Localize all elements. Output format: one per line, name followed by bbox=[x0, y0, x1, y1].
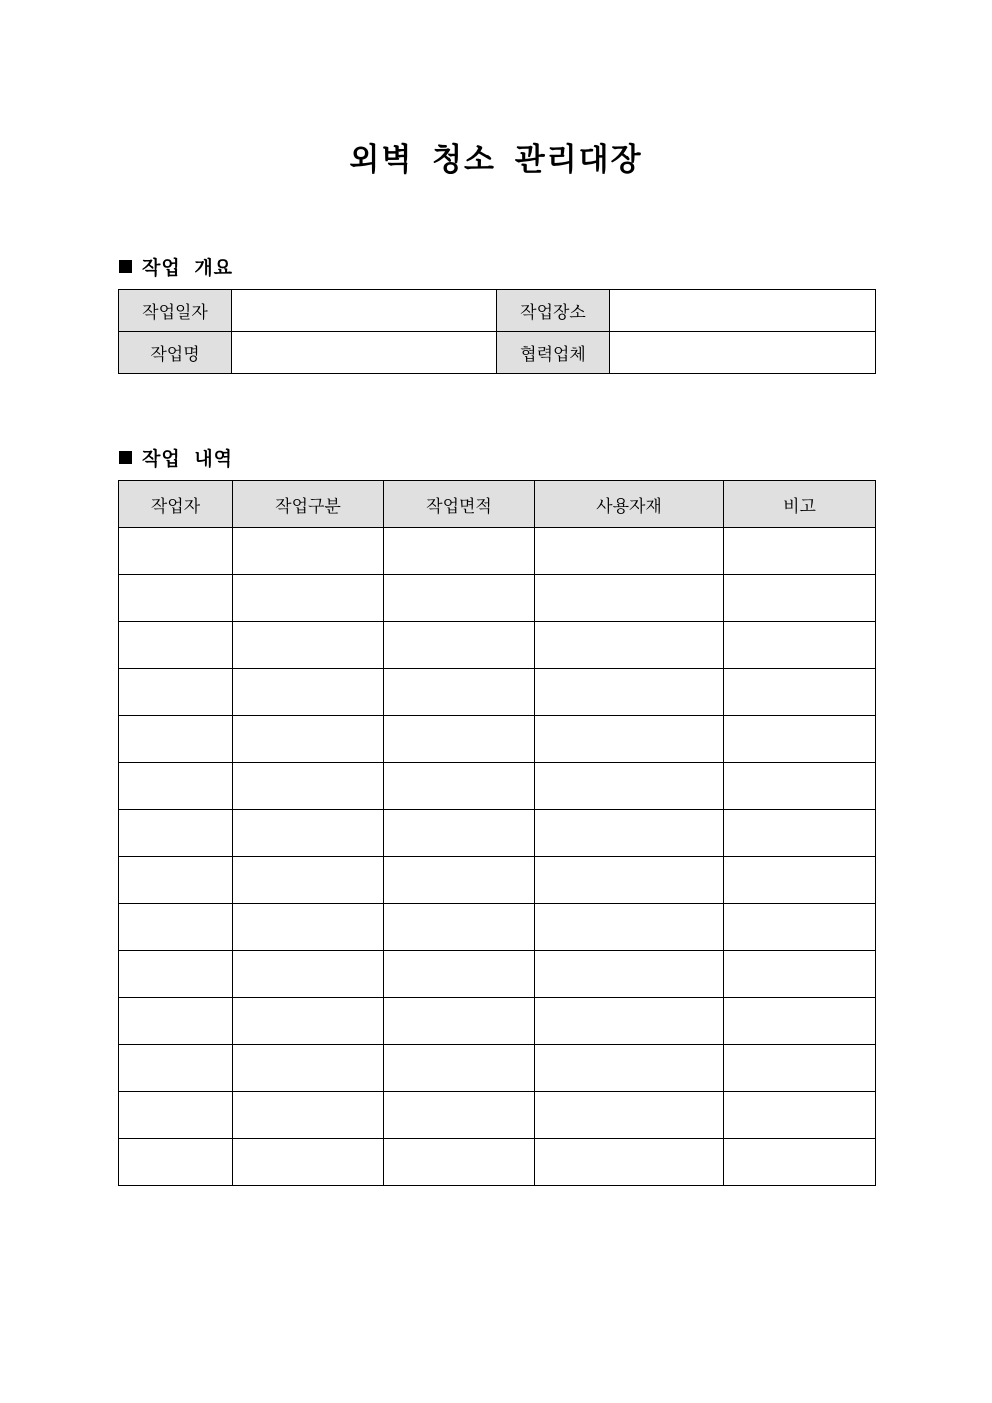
work-location-field[interactable] bbox=[610, 290, 876, 332]
work-type-cell[interactable] bbox=[233, 1139, 384, 1186]
records-table bbox=[118, 480, 876, 1186]
table-row bbox=[119, 857, 876, 904]
square-bullet-icon bbox=[119, 451, 132, 464]
materials-cell[interactable] bbox=[535, 575, 724, 622]
square-bullet-icon bbox=[119, 260, 132, 273]
work-area-cell[interactable] bbox=[384, 810, 535, 857]
work-area-cell[interactable] bbox=[384, 1045, 535, 1092]
column-header-materials: 사용자재 bbox=[535, 481, 724, 528]
work-name-field[interactable] bbox=[232, 332, 497, 374]
work-type-cell[interactable] bbox=[233, 528, 384, 575]
column-header-work-area: 작업면적 bbox=[384, 481, 535, 528]
worker-cell[interactable] bbox=[119, 528, 233, 575]
table-row bbox=[119, 622, 876, 669]
work-type-cell[interactable] bbox=[233, 951, 384, 998]
worker-cell[interactable] bbox=[119, 810, 233, 857]
overview-label-partner-company: 협력업체 bbox=[497, 332, 610, 374]
remarks-cell[interactable] bbox=[724, 669, 876, 716]
worker-cell[interactable] bbox=[119, 1045, 233, 1092]
work-type-cell[interactable] bbox=[233, 763, 384, 810]
remarks-cell[interactable] bbox=[724, 904, 876, 951]
table-row bbox=[119, 575, 876, 622]
work-area-cell[interactable] bbox=[384, 763, 535, 810]
records-body bbox=[119, 528, 876, 1186]
materials-cell[interactable] bbox=[535, 951, 724, 998]
partner-company-field[interactable] bbox=[610, 332, 876, 374]
remarks-cell[interactable] bbox=[724, 857, 876, 904]
work-type-cell[interactable] bbox=[233, 622, 384, 669]
table-row bbox=[119, 763, 876, 810]
work-area-cell[interactable] bbox=[384, 951, 535, 998]
work-area-cell[interactable] bbox=[384, 998, 535, 1045]
worker-cell[interactable] bbox=[119, 857, 233, 904]
table-row bbox=[119, 1045, 876, 1092]
work-type-cell[interactable] bbox=[233, 810, 384, 857]
materials-cell[interactable] bbox=[535, 528, 724, 575]
remarks-cell[interactable] bbox=[724, 716, 876, 763]
work-area-cell[interactable] bbox=[384, 575, 535, 622]
work-area-cell[interactable] bbox=[384, 1139, 535, 1186]
worker-cell[interactable] bbox=[119, 575, 233, 622]
section-heading-records bbox=[119, 444, 233, 471]
worker-cell[interactable] bbox=[119, 1139, 233, 1186]
work-area-cell[interactable] bbox=[384, 622, 535, 669]
worker-cell[interactable] bbox=[119, 622, 233, 669]
work-area-cell[interactable] bbox=[384, 857, 535, 904]
overview-label-work-date: 작업일자 bbox=[119, 290, 232, 332]
work-area-cell[interactable] bbox=[384, 669, 535, 716]
worker-cell[interactable] bbox=[119, 763, 233, 810]
work-area-cell[interactable] bbox=[384, 904, 535, 951]
remarks-cell[interactable] bbox=[724, 1139, 876, 1186]
remarks-cell[interactable] bbox=[724, 951, 876, 998]
worker-cell[interactable] bbox=[119, 716, 233, 763]
overview-row bbox=[119, 290, 876, 332]
table-row bbox=[119, 904, 876, 951]
table-row bbox=[119, 528, 876, 575]
section-heading-label: 작업 개요 bbox=[142, 257, 234, 279]
work-type-cell[interactable] bbox=[233, 716, 384, 763]
remarks-cell[interactable] bbox=[724, 810, 876, 857]
materials-cell[interactable] bbox=[535, 857, 724, 904]
work-area-cell[interactable] bbox=[384, 716, 535, 763]
work-type-cell[interactable] bbox=[233, 998, 384, 1045]
table-row bbox=[119, 810, 876, 857]
materials-cell[interactable] bbox=[535, 669, 724, 716]
worker-cell[interactable] bbox=[119, 951, 233, 998]
materials-cell[interactable] bbox=[535, 810, 724, 857]
section-heading-label: 작업 내역 bbox=[142, 448, 234, 470]
materials-cell[interactable] bbox=[535, 1092, 724, 1139]
section-heading-overview bbox=[119, 253, 233, 280]
work-type-cell[interactable] bbox=[233, 904, 384, 951]
worker-cell[interactable] bbox=[119, 998, 233, 1045]
worker-cell[interactable] bbox=[119, 1092, 233, 1139]
remarks-cell[interactable] bbox=[724, 998, 876, 1045]
materials-cell[interactable] bbox=[535, 716, 724, 763]
overview-label-work-name: 작업명 bbox=[119, 332, 232, 374]
work-area-cell[interactable] bbox=[384, 1092, 535, 1139]
table-row bbox=[119, 669, 876, 716]
table-row bbox=[119, 951, 876, 998]
remarks-cell[interactable] bbox=[724, 1092, 876, 1139]
worker-cell[interactable] bbox=[119, 904, 233, 951]
remarks-cell[interactable] bbox=[724, 622, 876, 669]
overview-row bbox=[119, 332, 876, 374]
overview-table bbox=[118, 289, 876, 374]
overview-label-work-location: 작업장소 bbox=[497, 290, 610, 332]
column-header-worker: 작업자 bbox=[119, 481, 233, 528]
work-date-field[interactable] bbox=[232, 290, 497, 332]
work-type-cell[interactable] bbox=[233, 857, 384, 904]
records-header-row bbox=[119, 481, 876, 528]
table-row bbox=[119, 716, 876, 763]
worker-cell[interactable] bbox=[119, 669, 233, 716]
materials-cell[interactable] bbox=[535, 622, 724, 669]
column-header-remarks: 비고 bbox=[724, 481, 876, 528]
table-row bbox=[119, 1139, 876, 1186]
table-row bbox=[119, 1092, 876, 1139]
column-header-work-type: 작업구분 bbox=[233, 481, 384, 528]
page-title: 외벽 청소 관리대장 bbox=[349, 142, 643, 178]
work-type-cell[interactable] bbox=[233, 669, 384, 716]
materials-cell[interactable] bbox=[535, 1045, 724, 1092]
remarks-cell[interactable] bbox=[724, 575, 876, 622]
remarks-cell[interactable] bbox=[724, 1045, 876, 1092]
table-row bbox=[119, 998, 876, 1045]
materials-cell[interactable] bbox=[535, 904, 724, 951]
materials-cell[interactable] bbox=[535, 1139, 724, 1186]
materials-cell[interactable] bbox=[535, 763, 724, 810]
materials-cell[interactable] bbox=[535, 998, 724, 1045]
work-type-cell[interactable] bbox=[233, 1045, 384, 1092]
work-type-cell[interactable] bbox=[233, 575, 384, 622]
remarks-cell[interactable] bbox=[724, 528, 876, 575]
work-type-cell[interactable] bbox=[233, 1092, 384, 1139]
remarks-cell[interactable] bbox=[724, 763, 876, 810]
work-area-cell[interactable] bbox=[384, 528, 535, 575]
